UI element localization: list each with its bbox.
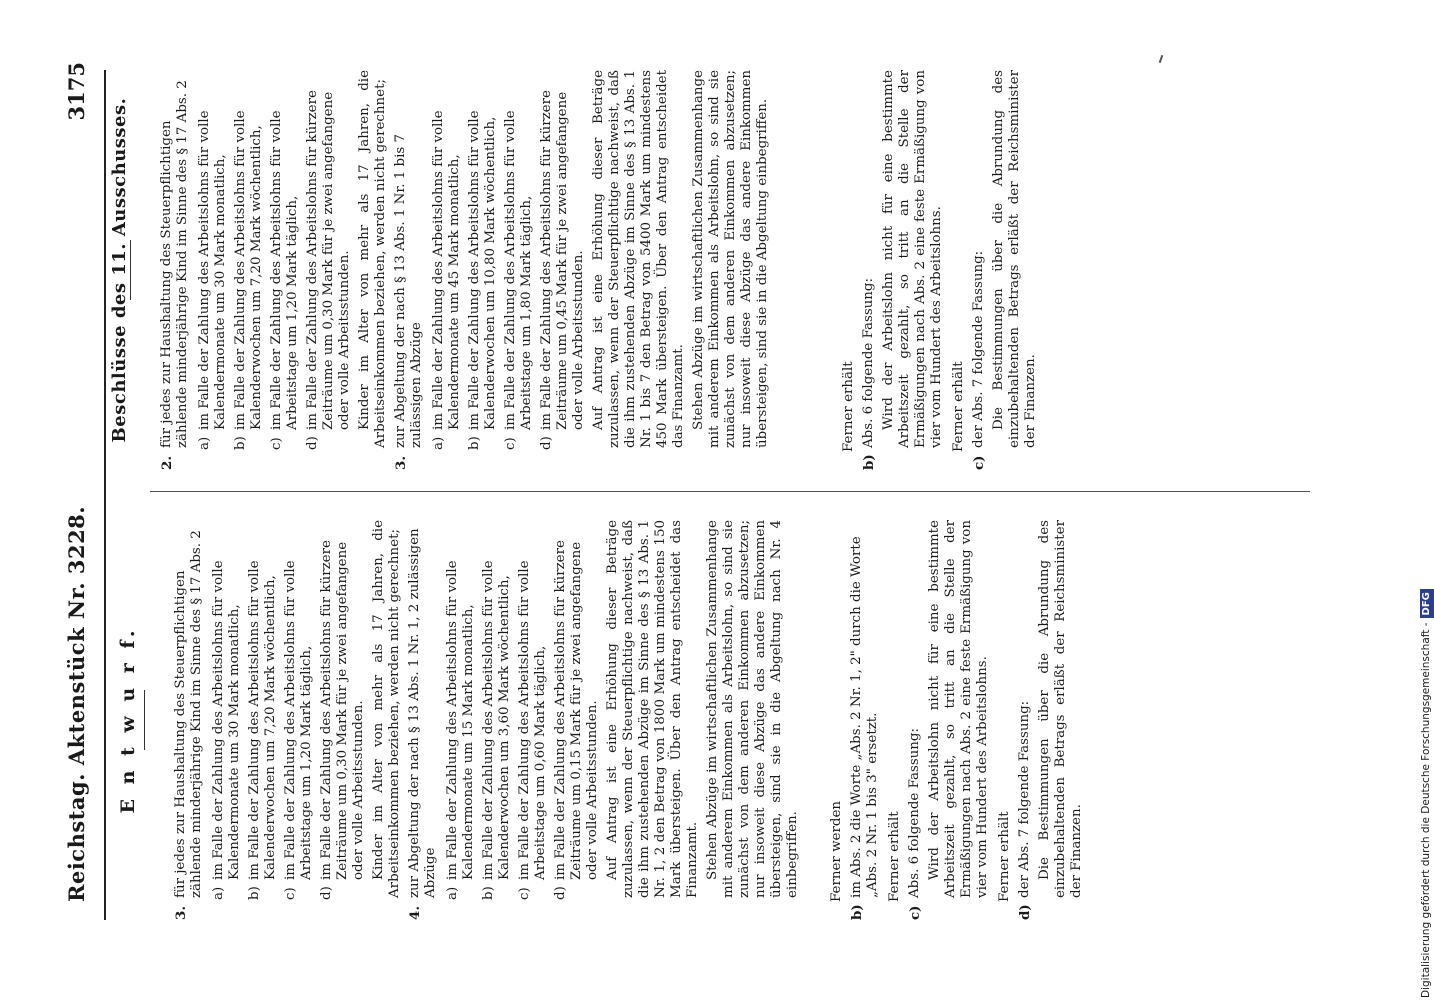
item-text: im Falle der Zahlung des Arbeitslohns für kürzere Zeiträume um 0,30 Mark für je zwei angefangene oder volle Arbeitsstunden. [319, 540, 366, 880]
section-number: 3. [393, 456, 409, 470]
item-text: im Falle der Zahlung des Arbeitslohns für volle Arbeitstage um 1,20 Mark täglich, [269, 110, 300, 430]
list-item [283, 520, 315, 920]
header-rule [104, 70, 106, 920]
paragraph: Stehen Abzüge im wirtschaftlichen Zusammenhange mit anderem Einkommen als Arbeitslohn, so sind sie zunächst von dem anderen Einkommen abzusetzen; nur insoweit diese Abzüge das andere Einkommen übersteigen, sind sie in die Abgeltung nach Nr. 4 einbegriffen. [705, 520, 800, 898]
heading-rule [130, 240, 131, 300]
item-text: im Falle der Zahlung des Arbeitslohns für kürzere Zeiträume um 0,15 Mark für je zwei angefangene oder volle Arbeitsstunden. [553, 540, 600, 880]
amendment-b [849, 520, 881, 920]
item-text: im Falle der Zahlung des Arbeitslohns für volle Arbeitstage um 1,80 Mark täglich, [503, 110, 534, 430]
paragraph: Auf Antrag ist eine Erhöhung dieser Beträge zuzulassen, wenn der Steuerpflichtige nachweist, daß die ihm zustehenden Abzüge im Sinne des § 13 Abs. 1 Nr. 1 bis 7 den Betrag von 5400 Mark um mindestens 450 Mark übersteigen. Über den Antrag entscheidet das Finanzamt. [591, 70, 686, 448]
item-label: d) [553, 886, 568, 900]
item-label: b) [233, 436, 248, 450]
page-header [62, 0, 102, 1000]
section-intro: zur Abgeltung der nach § 13 Abs. 1 Nr. 1, 2 zulässigen Abzüge [407, 528, 438, 898]
item-label: a) [211, 886, 226, 900]
list-item [247, 520, 279, 920]
column-heading: Beschlüsse des 11. Ausschusses. [109, 97, 130, 443]
heading-rule [144, 690, 145, 750]
list-item [467, 70, 499, 470]
column-entwurf [110, 520, 1350, 920]
note-paragraph: Kinder im Alter von mehr als 17 Jahren, die Arbeitseinkommen beziehen, werden nicht gerechnet; [371, 520, 402, 898]
item-label: c) [269, 437, 284, 450]
item-text: im Falle der Zahlung des Arbeitslohns für volle Arbeitstage um 0,60 Mark täglich, [517, 560, 548, 880]
ferner-line: Ferner erhält [997, 811, 1012, 902]
amendment-label: b) [849, 904, 865, 920]
item-label: a) [445, 886, 460, 900]
ferner-line: Ferner werden [829, 801, 844, 902]
paragraph: Die Bestimmungen über die Abrundung des einzubehaltenden Betrags erläßt der Reichsminister der Finanzen. [1037, 520, 1084, 898]
amendment-text: Abs. 6 folgende Fassung: [907, 727, 922, 898]
item-text: im Falle der Zahlung des Arbeitslohns für volle Kalenderwochen um 3,60 Mark wöchentlich, [481, 560, 512, 880]
list-item [233, 70, 265, 470]
item-label: c) [503, 437, 518, 450]
item-label: c) [517, 887, 532, 900]
list-item [553, 520, 601, 920]
item-label: c) [283, 887, 298, 900]
item-text: im Falle der Zahlung des Arbeitslohns für volle Kalenderwochen um 7,20 Mark wöchentlich, [247, 560, 278, 880]
paragraph: Stehen Abzüge im wirtschaftlichen Zusammenhange mit anderem Einkommen als Arbeitslohn, so sind sie zunächst von dem anderen Einkommen abzusetzen; nur insoweit diese Abzüge das andere Einkommen übersteigen, sind sie in die Abgeltung einbegriffen. [691, 70, 770, 448]
list-item [305, 70, 353, 470]
note-paragraph: Kinder im Alter von mehr als 17 Jahren, die Arbeitseinkommen beziehen, werden nicht gerechnet; [357, 70, 388, 448]
amendment-text: der Abs. 7 folgende Fassung: [1017, 700, 1032, 898]
paragraph: Wird der Arbeitslohn nicht für eine bestimmte Arbeitszeit gezahlt, so tritt an die Stelle der Ermäßigungen nach Abs. 2 eine feste Ermäßigung von vier vom Hundert des Arbeitslohns. [927, 520, 990, 898]
list-item [431, 70, 463, 470]
item-label: d) [539, 436, 554, 450]
list-item [517, 520, 549, 920]
amendment-d [1017, 520, 1033, 920]
paragraph: Die Bestimmungen über die Abrundung des einzubehaltenden Betrags erläßt der Reichsminister der Finanzen. [991, 70, 1038, 448]
list-item [319, 520, 367, 920]
item-label: a) [197, 436, 212, 450]
amendment-label: c) [907, 905, 923, 920]
section-3 [173, 520, 205, 920]
item-text: im Falle der Zahlung des Arbeitslohns für kürzere Zeiträume um 0,45 Mark für je zwei angefangene oder volle Arbeitsstunden. [539, 90, 586, 430]
section-2 [159, 70, 191, 470]
item-label: d) [305, 436, 320, 450]
amendment-c [907, 520, 923, 920]
amendment-text: der Abs. 7 folgende Fassung: [971, 250, 986, 448]
amendment-label: b) [861, 454, 877, 470]
item-text: im Falle der Zahlung des Arbeitslohns für volle Kalendermonate um 30 Mark monatlich, [211, 560, 242, 880]
item-text: im Falle der Zahlung des Arbeitslohns für volle Kalendermonate um 30 Mark monatlich, [197, 110, 228, 430]
spacer [805, 520, 823, 920]
amendment-text: Abs. 6 folgende Fassung: [861, 277, 876, 448]
list-item [197, 70, 229, 470]
digitization-note [1416, 8, 1434, 998]
amendment-text: im Abs. 2 die Worte „Abs. 2 Nr. 1, 2" durch die Worte „Abs. 2 Nr. 1 bis 3" ersetzt. [849, 536, 880, 898]
item-label: b) [247, 886, 262, 900]
item-text: im Falle der Zahlung des Arbeitslohns für volle Kalenderwochen um 10,80 Mark wöchentlich, [467, 110, 498, 430]
ferner-line: Ferner erhält [841, 361, 856, 452]
section-3 [393, 70, 425, 470]
spacer [775, 70, 835, 470]
dfg-logo: DFG [1420, 589, 1434, 618]
amendment-label: d) [1017, 904, 1033, 920]
section-number: 3. [173, 906, 189, 920]
column-divider [150, 491, 1310, 492]
header-title: Reichstag. Aktenstück Nr. 3228. [64, 505, 89, 902]
list-item [539, 70, 587, 470]
digitization-note-text [1416, 8, 1434, 998]
section-4 [407, 520, 439, 920]
item-label: d) [319, 886, 334, 900]
item-text: im Falle der Zahlung des Arbeitslohns für kürzere Zeiträume um 0,30 Mark für je zwei angefangene oder volle Arbeitsstunden. [305, 90, 352, 430]
ferner-line: Ferner erhält [951, 361, 966, 452]
ferner-line: Ferner erhält [887, 811, 902, 902]
item-text: im Falle der Zahlung des Arbeitslohns für volle Kalendermonate um 45 Mark monatlich, [431, 110, 462, 430]
section-number: 4. [407, 906, 423, 920]
list-item [503, 70, 535, 470]
item-label: a) [431, 436, 446, 450]
section-number: 2. [159, 456, 175, 470]
list-item [211, 520, 243, 920]
column-heading: E n t w u r f. [117, 626, 139, 814]
list-item [481, 520, 513, 920]
item-text: im Falle der Zahlung des Arbeitslohns für volle Kalenderwochen um 7,20 Mark wöchentlich, [233, 110, 264, 430]
section-intro: für jedes zur Haushaltung des Steuerpflichtigen zählende minderjährige Kind im Sinne des § 17 Abs. 2 [173, 530, 204, 898]
amendment-label: c) [971, 455, 987, 470]
funding-note: Digitalisierung gefördert durch die Deutsche Forschungsgemeinschaft - [1420, 622, 1432, 998]
item-label: b) [481, 886, 496, 900]
list-item [445, 520, 477, 920]
item-label: b) [467, 436, 482, 450]
paragraph: Wird der Arbeitslohn nicht für eine bestimmte Arbeitszeit gezahlt, so tritt an die Stelle der Ermäßigungen nach Abs. 2 eine feste Ermäßigung von vier vom Hundert des Arbeitslohns. [881, 70, 944, 448]
paragraph: Auf Antrag ist eine Erhöhung dieser Beträge zuzulassen, wenn der Steuerpflichtige nachweist, daß die ihm zustehenden Abzüge im Sinne des § 13 Abs. 1 Nr. 1, 2 den Betrag von 1800 Mark um mindestens 150 Mark übersteigen. Über den Antrag entscheidet das Finanzamt. [605, 520, 700, 898]
list-item [269, 70, 301, 470]
item-text: im Falle der Zahlung des Arbeitslohns für volle Arbeitstage um 1,20 Mark täglich, [283, 560, 314, 880]
item-text: im Falle der Zahlung des Arbeitslohns für volle Kalendermonate um 15 Mark monatlich, [445, 560, 476, 880]
page-number: 3175 [64, 62, 89, 121]
section-intro: zur Abgeltung der nach § 13 Abs. 1 Nr. 1 bis 7 zulässigen Abzüge [393, 133, 424, 448]
column-beschluesse [110, 70, 1350, 470]
section-intro: für jedes zur Haushaltung des Steuerpflichtigen zählende minderjährige Kind im Sinne des § 17 Abs. 2 [159, 80, 190, 448]
amendment-c [971, 70, 987, 470]
amendment-b [861, 70, 877, 470]
